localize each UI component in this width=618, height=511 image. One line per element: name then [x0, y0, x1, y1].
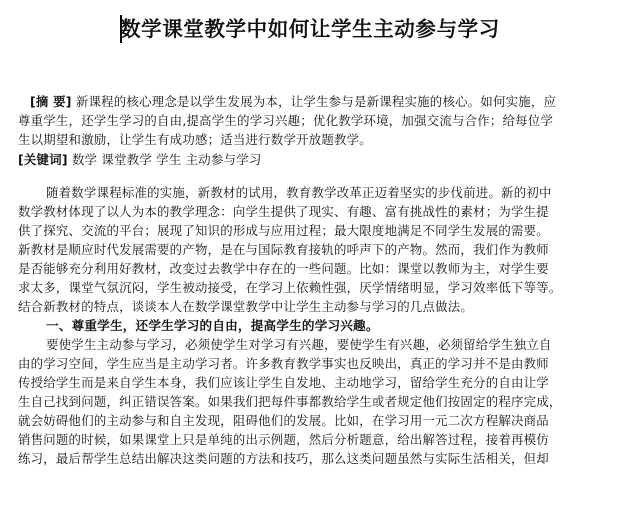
intro-line: 数学教材体现了以人为本的教学理念：向学生提供了现实、有趣、富有挑战性的素材；为学生提 — [18, 204, 549, 219]
section-heading: 一、尊重学生，还学生学习的自由，提高学生的学习兴趣。 — [46, 318, 379, 333]
body-line: 由的学习空间，学生应当是主动学习者。许多教育教学事实也反映出，真正的学习并不是由教师 — [18, 356, 549, 371]
intro-line: 随着数学课程标准的实施，新教材的试用，教育教学改革正迈着坚实的步伐前进。新的初中 — [46, 185, 552, 200]
intro-line: 是否能够充分利用好教材，改变过去教学中存在的一些问题。比如：课堂以教师为主，对学生要 — [18, 261, 549, 276]
document-title: 数学课堂教学中如何让学生主动参与学习 — [120, 17, 500, 41]
intro-line: 结合新教材的特点，谈谈本人在数学课堂教学中让学生主动参与学习的几点做法。 — [18, 299, 474, 314]
body-line: 生自己找到问题，纠正错误答案。如果我们把每件事都教给学生或者规定他们按固定的程序完成， — [18, 394, 562, 409]
intro-line: 供了探究、交流的平台；展现了知识的形成与应用过程；最大限度地满足不同学生发展的需要。 — [18, 223, 549, 238]
intro-line: 求太多，课堂气氛沉闷，学生被动接受，在学习上依赖性强，厌学情绪明显，学习效率低下等等。 — [18, 280, 562, 295]
intro-line: 新教材是顺应时代发展需要的产物，是在与国际教育接轨的呼声下的产物。然而，我们作为教师 — [18, 242, 549, 257]
abstract-line-3: 生以期望和激励，让学生有成功感；适当进行数学开放题教学。 — [18, 132, 372, 147]
abstract-label: [摘 要] — [30, 94, 72, 109]
abstract-line-2: 尊重学生，还学生学习的自由,提高学生的学习兴趣；优化教学环境，加强交流与合作；给每位学 — [18, 113, 554, 128]
keywords-line — [18, 151, 262, 169]
body-line: 就会妨碍他们的主动参与和自主发现，阻碍他们的发展。比如，在学习用一元二次方程解决商品 — [18, 413, 549, 428]
body-line: 销售问题的时候，如果课堂上只是单纯的出示例题，然后分析题意，给出解答过程，接着再模仿 — [18, 432, 549, 447]
body-line: 练习，最后帮学生总结出解决这类问题的方法和技巧，那么这类问题虽然与实际生活相关，但却 — [18, 451, 549, 466]
abstract-line-1 — [30, 93, 556, 111]
keywords-label: [关键词] — [18, 152, 68, 167]
abstract-text: 新课程的核心理念是以学生发展为本，让学生参与是新课程实施的核心。如何实施，应 — [75, 94, 557, 109]
body-line: 传授给学生而是来自学生本身，我们应该让学生自发地、主动地学习，留给学生充分的自由让学 — [18, 375, 549, 390]
body-line: 要使学生主动参与学习，必须使学生对学习有兴趣，要使学生有兴趣，必须留给学生独立自 — [46, 337, 552, 352]
keywords-text: 数学 课堂教学 学生 主动参与学习 — [71, 152, 262, 167]
